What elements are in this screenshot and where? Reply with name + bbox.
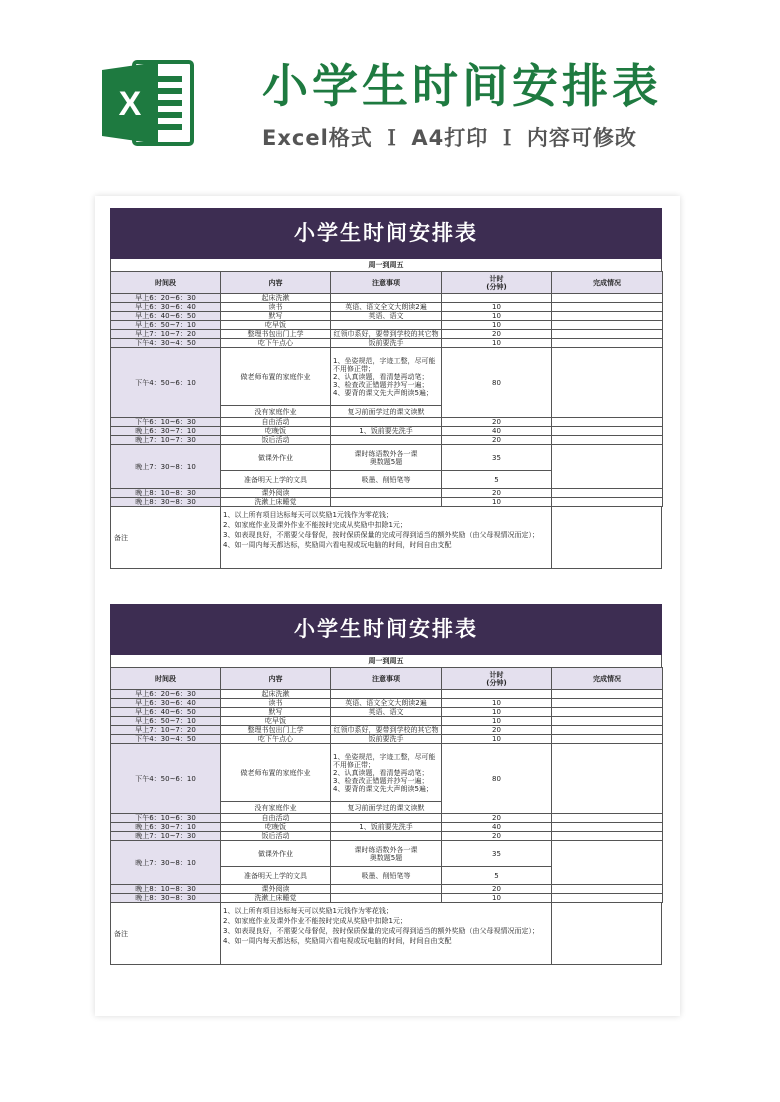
- table-row: 下午4：50~6：10 做老师布置的家庭作业 1、坐姿规范，字迹工整，尽可能 不用修正带； 2、认真读题，看清楚再动笔； 3、检查改正错题并抄写一遍； 4、要背的课文先大声朗读5遍； 80: [111, 744, 663, 802]
- table-row: 下午4：30~4：50 吃下午点心 饭前要洗手 10: [111, 735, 663, 744]
- table-row: 早上6：30~6：40 读书 英语、语文全文大朗读2遍 10: [111, 699, 663, 708]
- status-cell[interactable]: [552, 489, 663, 498]
- status-cell[interactable]: [552, 321, 663, 330]
- header-row: [111, 272, 663, 294]
- status-cell[interactable]: [552, 744, 663, 814]
- status-cell[interactable]: [552, 708, 663, 717]
- table-row: 准备明天上学的文具 吸墨、削铅笔等 5: [111, 471, 663, 489]
- remarks-text: 1、以上所有项目达标每天可以奖励1元钱作为零花钱； 2、如家庭作业及课外作业不能按时完成从奖励中扣除1元； 3、如表现良好，不需要父母督促，按时保质保量的完成可得到适当的额外奖励（由父母视情况而定）； 4、如一周内每天都达标，奖励周六看电视或玩电脑的时间，时间自由支配: [221, 903, 552, 964]
- banner-title: 小学生时间安排表: [262, 59, 662, 113]
- table-row: 早上6：50~7：10 吃早饭 10: [111, 321, 663, 330]
- table-row: 晚上6：30~7：10 吃晚饭 1、饭前要先洗手 40: [111, 823, 663, 832]
- table-row: 没有家庭作业 复习前面学过的课文读默: [111, 802, 663, 814]
- remarks-text: 1、以上所有项目达标每天可以奖励1元钱作为零花钱； 2、如家庭作业及课外作业不能按时完成从奖励中扣除1元； 3、如表现良好，不需要父母督促，按时保质保量的完成可得到适当的额外奖励（由父母视情况而定）； 4、如一周内每天都达标，奖励周六看电视或玩电脑的时间，时间自由支配: [221, 507, 552, 568]
- table-row: 下午6：10~6：30 自由活动 20: [111, 814, 663, 823]
- col-header-content: 内容: [221, 272, 331, 294]
- status-cell[interactable]: [552, 699, 663, 708]
- table-row: 晚上6：30~7：10 吃晚饭 1、饭前要先洗手 40: [111, 427, 663, 436]
- table-row: 下午4：50~6：10 做老师布置的家庭作业 1、坐姿规范，字迹工整，尽可能 不用修正带； 2、认真读题，看清楚再动笔； 3、检查改正错题并抄写一遍； 4、要背的课文先大声朗读5遍； 80: [111, 348, 663, 406]
- homework-notes: 1、坐姿规范，字迹工整，尽可能 不用修正带； 2、认真读题，看清楚再动笔； 3、检查改正错题并抄写一遍； 4、要背的课文先大声朗读5遍；: [331, 348, 442, 406]
- header-row: [111, 668, 663, 690]
- subheading: 周一到周五: [110, 259, 662, 271]
- col-header-content: 内容: [221, 668, 331, 690]
- table-row: 准备明天上学的文具 吸墨、削铅笔等 5: [111, 867, 663, 885]
- table-row: 早上6：20~6：30 起床洗漱: [111, 690, 663, 699]
- table-row: 晚上7：30~8：10 做课外作业 课时练语数外各一课 奥数题5题 35: [111, 841, 663, 867]
- status-cell[interactable]: [552, 841, 663, 885]
- table-row: 早上6：30~6：40 读书 英语、语文全文大朗读2遍 10: [111, 303, 663, 312]
- col-header-time: 时间段: [111, 272, 221, 294]
- table-row: 下午4：30~4：50 吃下午点心 饭前要洗手 10: [111, 339, 663, 348]
- table-row: 早上7：10~7：20 整理书包出门上学 红领巾系好，要带到学校的其它物 20: [111, 330, 663, 339]
- status-cell[interactable]: [552, 894, 663, 903]
- status-cell[interactable]: [552, 436, 663, 445]
- table-row: 晚上7：30~8：10 做课外作业 课时练语数外各一课 奥数题5题 35: [111, 445, 663, 471]
- remarks-label: 备注: [111, 507, 221, 568]
- status-cell[interactable]: [552, 418, 663, 427]
- col-header-duration: 计时 (分钟): [442, 668, 552, 690]
- status-cell[interactable]: [552, 330, 663, 339]
- banner-subtitle: Excel格式 Ｉ A4打印 Ｉ 内容可修改: [262, 126, 637, 150]
- table-row: 晚上8：30~8：30 洗漱上床睡觉 10: [111, 498, 663, 507]
- table-row: 早上6：20~6：30 起床洗漱: [111, 294, 663, 303]
- col-header-duration: 计时 (分钟): [442, 272, 552, 294]
- status-cell[interactable]: [552, 832, 663, 841]
- banner: [0, 0, 780, 190]
- sheet-title: 小学生时间安排表: [110, 604, 662, 655]
- excel-icon: [100, 58, 196, 148]
- table-row: 晚上7：10~7：30 饭后活动 20: [111, 832, 663, 841]
- svg-text:X: X: [118, 85, 142, 123]
- status-cell[interactable]: [552, 735, 663, 744]
- table-row: 下午6：10~6：30 自由活动 20: [111, 418, 663, 427]
- homework-notes: 1、坐姿规范，字迹工整，尽可能 不用修正带； 2、认真读题，看清楚再动笔； 3、检查改正错题并抄写一遍； 4、要背的课文先大声朗读5遍；: [331, 744, 442, 802]
- status-cell[interactable]: [552, 294, 663, 303]
- col-header-status: 完成情况: [552, 272, 663, 294]
- table-row: 晚上8：10~8：30 课外阅读 20: [111, 489, 663, 498]
- remarks-row: [110, 903, 662, 965]
- status-cell[interactable]: [552, 312, 663, 321]
- schedule-table: [110, 271, 663, 507]
- table-row: 早上6：50~7：10 吃早饭 10: [111, 717, 663, 726]
- status-cell[interactable]: [552, 717, 663, 726]
- status-cell[interactable]: [552, 726, 663, 735]
- status-cell[interactable]: [552, 823, 663, 832]
- table-row: 早上6：40~6：50 默写 英语、语文 10: [111, 708, 663, 717]
- status-cell[interactable]: [552, 498, 663, 507]
- schedule-block-2: [110, 604, 662, 965]
- subheading: 周一到周五: [110, 655, 662, 667]
- table-row: 早上6：40~6：50 默写 英语、语文 10: [111, 312, 663, 321]
- status-cell[interactable]: [552, 427, 663, 436]
- sheet-title: 小学生时间安排表: [110, 208, 662, 259]
- schedule-table: [110, 667, 663, 903]
- table-row: 早上7：10~7：20 整理书包出门上学 红领巾系好，要带到学校的其它物 20: [111, 726, 663, 735]
- status-cell[interactable]: [552, 445, 663, 489]
- status-cell[interactable]: [552, 885, 663, 894]
- col-header-notes: 注意事项: [331, 272, 442, 294]
- schedule-block-1: [110, 208, 662, 569]
- remarks-row: [110, 507, 662, 569]
- status-cell[interactable]: [552, 348, 663, 418]
- col-header-notes: 注意事项: [331, 668, 442, 690]
- table-row: 没有家庭作业 复习前面学过的课文读默: [111, 406, 663, 418]
- col-header-time: 时间段: [111, 668, 221, 690]
- status-cell[interactable]: [552, 339, 663, 348]
- status-cell[interactable]: [552, 303, 663, 312]
- table-row: 晚上8：30~8：30 洗漱上床睡觉 10: [111, 894, 663, 903]
- remarks-label: 备注: [111, 903, 221, 964]
- table-row: 晚上7：10~7：30 饭后活动 20: [111, 436, 663, 445]
- status-cell[interactable]: [552, 690, 663, 699]
- table-row: 晚上8：10~8：30 课外阅读 20: [111, 885, 663, 894]
- status-cell[interactable]: [552, 814, 663, 823]
- col-header-status: 完成情况: [552, 668, 663, 690]
